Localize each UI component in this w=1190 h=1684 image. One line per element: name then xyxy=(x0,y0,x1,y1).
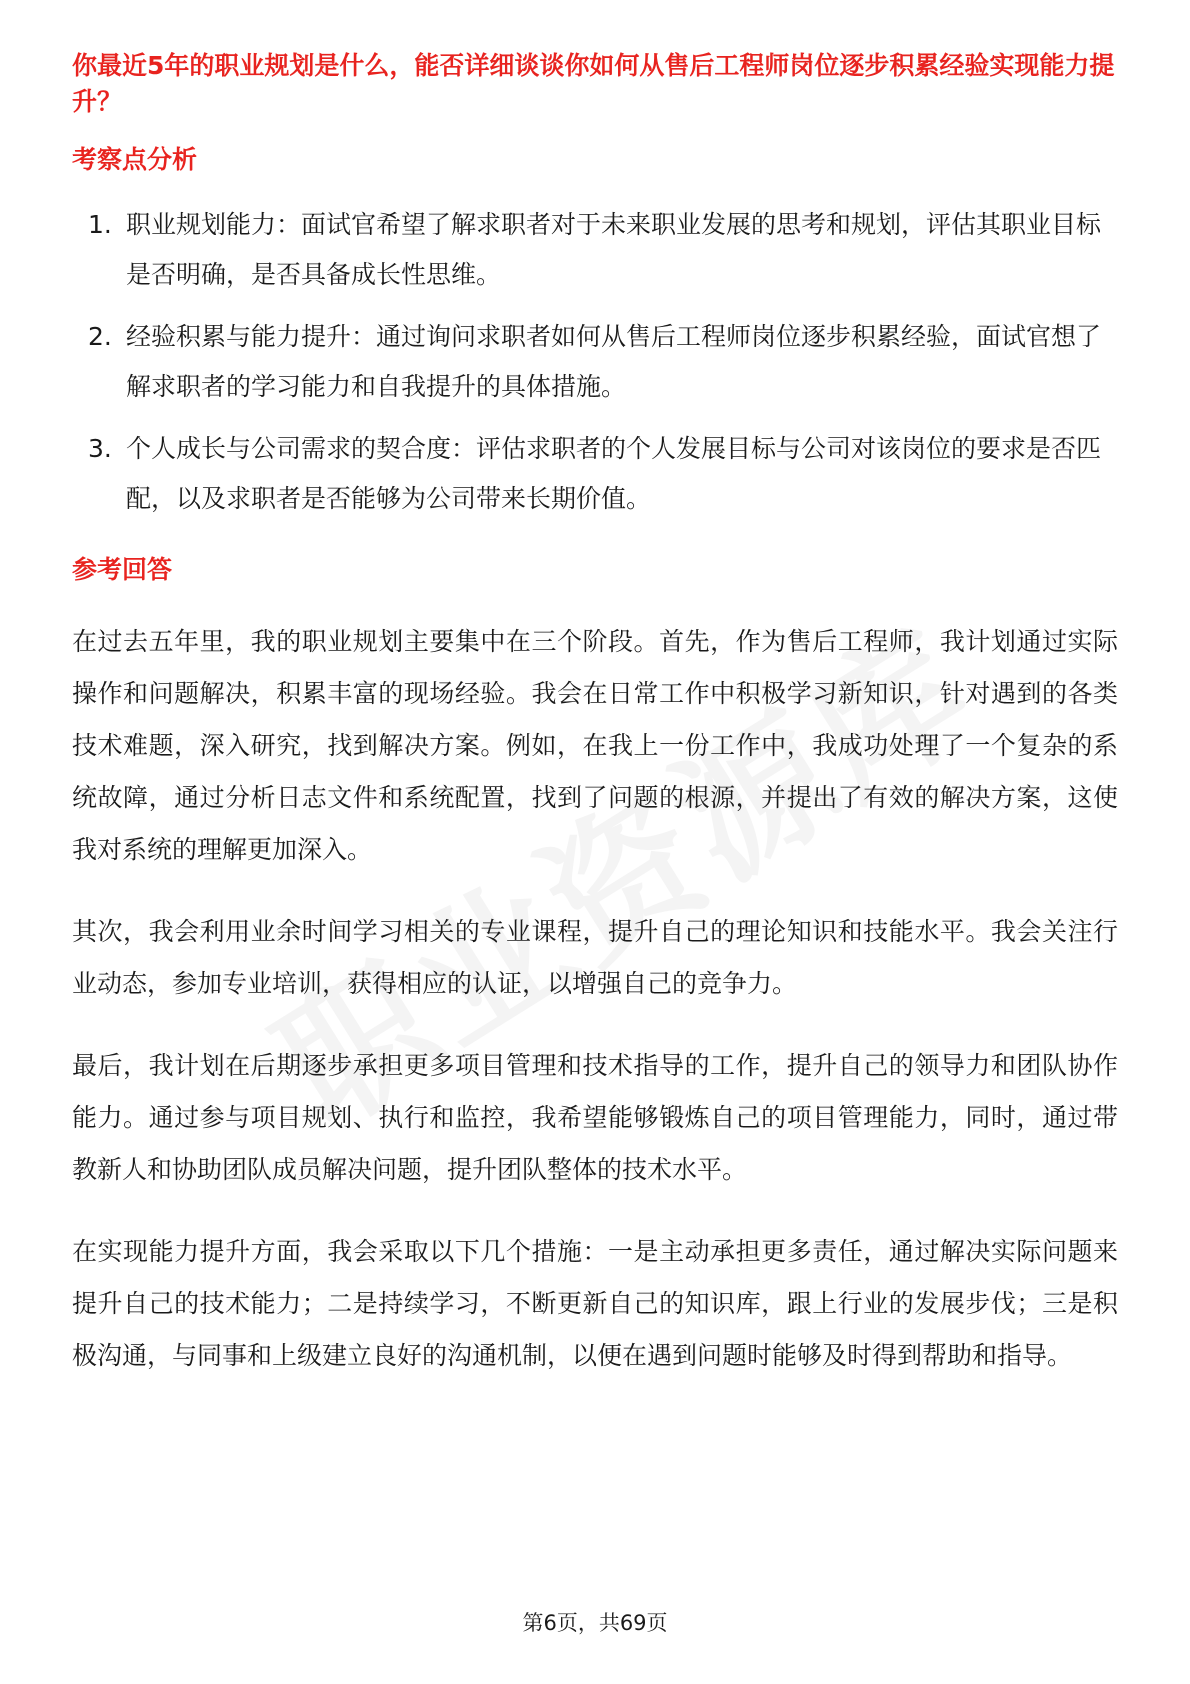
analysis-item-text: 职业规划能力：面试官希望了解求职者对于未来职业发展的思考和规划，评估其职业目标是否明确，是否具备成长性思维。 xyxy=(126,210,1102,289)
analysis-list xyxy=(72,200,1118,524)
reference-paragraph: 其次，我会利用业余时间学习相关的专业课程，提升自己的理论知识和技能水平。我会关注行业动态，参加专业培训，获得相应的认证，以增强自己的竞争力。 xyxy=(72,917,1118,998)
analysis-item xyxy=(72,312,1118,412)
analysis-item-text: 个人成长与公司需求的契合度：评估求职者的个人发展目标与公司对该岗位的要求是否匹配，以及求职者是否能够为公司带来长期价值。 xyxy=(126,434,1102,513)
page-number-footer: 第6页，共69页 xyxy=(522,1611,668,1635)
analysis-item-number: 3. xyxy=(88,434,112,463)
reference-paragraph: 在实现能力提升方面，我会采取以下几个措施：一是主动承担更多责任，通过解决实际问题来提升自己的技术能力；二是持续学习，不断更新自己的知识库，跟上行业的发展步伐；三是积极沟通，与同事和上级建立良好的沟通机制，以便在遇到问题时能够及时得到帮助和指导。 xyxy=(72,1237,1118,1370)
analysis-item-text: 经验积累与能力提升：通过询问求职者如何从售后工程师岗位逐步积累经验，面试官想了解求职者的学习能力和自我提升的具体措施。 xyxy=(126,322,1102,401)
analysis-item-number: 2. xyxy=(88,322,112,351)
reference-paragraph: 在过去五年里，我的职业规划主要集中在三个阶段。首先，作为售后工程师，我计划通过实际操作和问题解决，积累丰富的现场经验。我会在日常工作中积极学习新知识，针对遇到的各类技术难题，深入研究，找到解决方案。例如，在我上一份工作中，我成功处理了一个复杂的系统故障，通过分析日志文件和系统配置，找到了问题的根源，并提出了有效的解决方案，这使我对系统的理解更加深入。 xyxy=(72,627,1118,864)
analysis-item-number: 1. xyxy=(88,210,112,239)
analysis-item xyxy=(72,424,1118,524)
reference-paragraph: 最后，我计划在后期逐步承担更多项目管理和技术指导的工作，提升自己的领导力和团队协作能力。通过参与项目规划、执行和监控，我希望能够锻炼自己的项目管理能力，同时，通过带教新人和协助团队成员解决问题，提升团队整体的技术水平。 xyxy=(72,1051,1118,1184)
analysis-item xyxy=(72,200,1118,300)
reference-heading: 参考回答 xyxy=(72,555,173,584)
analysis-heading: 考察点分析 xyxy=(72,145,198,174)
page-content xyxy=(72,48,1118,1382)
question-title: 你最近5年的职业规划是什么，能否详细谈谈你如何从售后工程师岗位逐步积累经验实现能力提升？ xyxy=(72,51,1115,116)
